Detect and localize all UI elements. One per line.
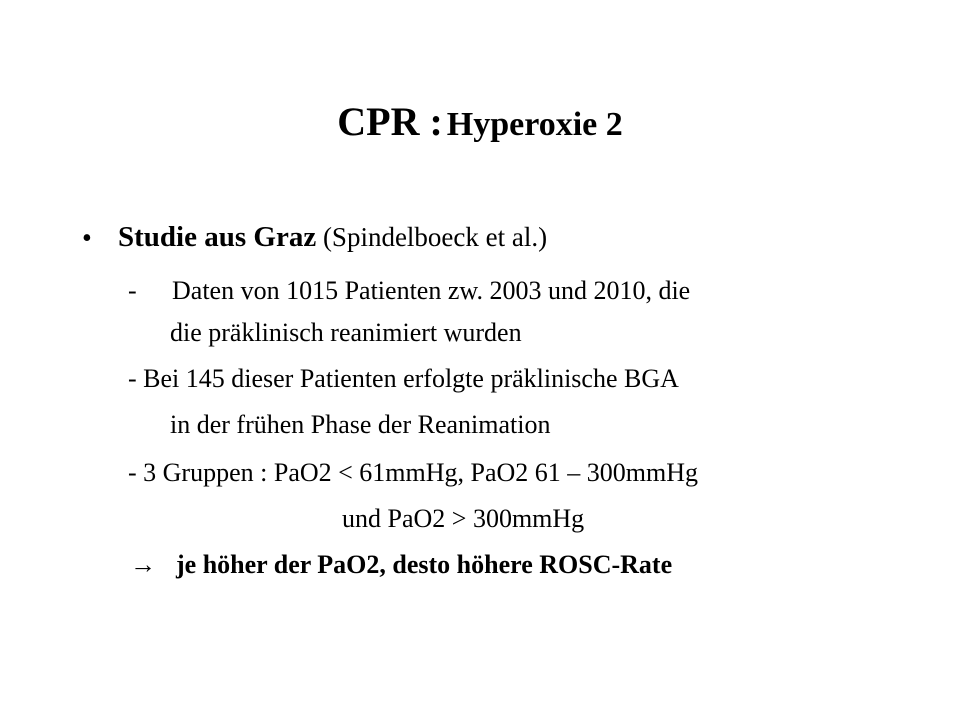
detail-line-2: die präklinisch reanimiert wurden — [170, 318, 522, 347]
detail-line-5: - 3 Gruppen : PaO2 < 61mmHg, PaO2 61 – 300mmHg — [128, 458, 699, 487]
conclusion-line — [130, 550, 672, 580]
title-sub: Hyperoxie 2 — [446, 106, 623, 143]
detail-line-3: - Bei 145 dieser Patienten erfolgte präklinische BGA — [128, 364, 679, 393]
bullet-heading — [118, 222, 547, 252]
slide-title — [0, 98, 960, 145]
detail-line-1 — [128, 276, 690, 306]
detail-line-6: und PaO2 > 300mmHg — [342, 504, 585, 533]
title-main: CPR : — [337, 99, 443, 144]
arrow-right-icon: → — [130, 550, 156, 579]
conclusion-text: je höher der PaO2, desto höhere ROSC-Rate — [176, 550, 673, 579]
dash-marker: - — [128, 276, 137, 305]
bullet-dot-icon: • — [82, 223, 92, 254]
detail-line-4: in der frühen Phase der Reanimation — [170, 410, 551, 439]
bullet-heading-strong: Studie aus Graz — [118, 221, 317, 253]
bullet-heading-citation: (Spindelboeck et al.) — [322, 222, 548, 252]
detail-line-1-text: Daten von 1015 Patienten zw. 2003 und 2010, die — [172, 276, 691, 305]
